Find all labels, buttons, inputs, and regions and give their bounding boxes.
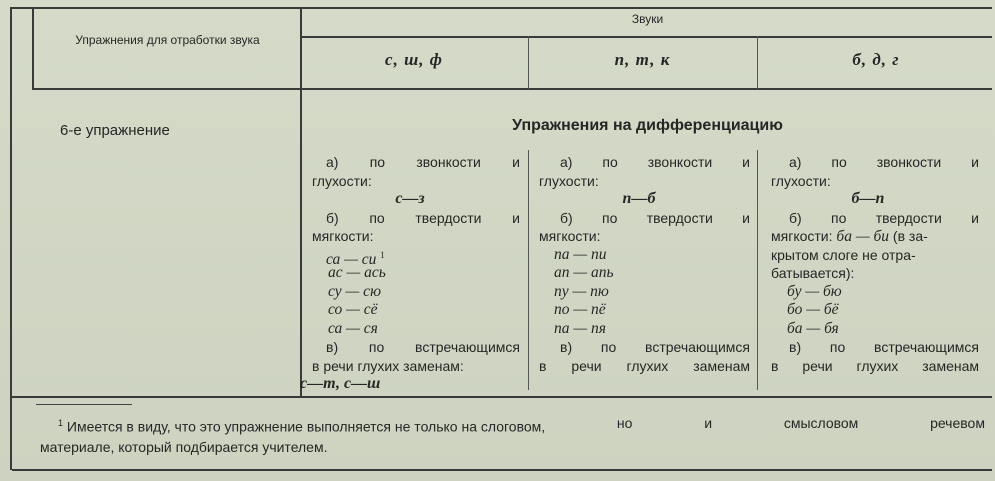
col1-b-line2: мягкости: (312, 228, 374, 244)
col1-a-pair: с—з (395, 190, 425, 207)
col3-a-pair: б—п (851, 190, 885, 207)
col3-a-line1: а) по звонкости и (789, 154, 979, 170)
col1-b-line1: б) по твердости и (326, 209, 520, 226)
col3-b-line4: батывается): (771, 265, 855, 281)
col2-pair-5: па — пя (554, 319, 606, 337)
col3-pair-1: бу — бю (787, 282, 842, 300)
footnote-line-2: материале, который подбирается учителем. (40, 438, 328, 455)
col1-pair-1: са — си $^1$ (326, 249, 385, 268)
col3-pair-2: бо — бё (787, 301, 839, 318)
page-left-border (10, 7, 12, 470)
col2-pair-4: по — пё (554, 301, 606, 318)
footnote-line-1: $^1$ Имеется в виду, что это упражнение выполняется не только на слоговом, но и смысловом речевом (58, 415, 985, 435)
footnote (40, 413, 985, 457)
table-top-border (10, 7, 992, 9)
footnote-marker-1: 1 (380, 249, 385, 260)
col1-pair-3: су — сю (328, 282, 381, 300)
col1-pair-4: со — сё (328, 301, 378, 318)
sounds-header-label: Звуки (631, 12, 664, 26)
col2-c-line2: в речи глухих заменам (539, 357, 750, 374)
col3-b-line2: мягкости: ба — би (в за- (771, 228, 928, 245)
col3-c-line1: в) по встречающимся (789, 339, 979, 355)
col1-c-pair: с—т, с—ш (300, 375, 381, 392)
col2-c-line1: в) по встречающимся (560, 339, 750, 355)
col3-c-line2: в речи глухих заменам (771, 357, 979, 374)
page-bottom-border (12, 469, 992, 471)
sounds-divider (300, 36, 992, 38)
col3-a-line2: глухости: (771, 172, 831, 189)
col3-b-line3: крытом слоге не отра- (771, 246, 916, 263)
col2-a-line2: глухости: (539, 172, 599, 189)
col2-pair-1: па — пи (554, 245, 607, 263)
col1-c-line2: в речи глухих заменам: (312, 357, 464, 374)
sound-column-header-2: п, т, к (614, 50, 671, 69)
sound-column-header-1: с, ш, ф (385, 50, 443, 69)
column-p-t-k (528, 153, 750, 375)
col1-a-line2: глухости: (312, 172, 372, 189)
col3-pair-3: ба — бя (787, 319, 839, 337)
col3-b-line1: б) по твердости и (789, 209, 979, 226)
col1-c-line1: в) по встречающимся (326, 339, 520, 355)
exercise-row-label: 6-е упражнение (60, 122, 170, 139)
header-bottom-border (32, 88, 992, 90)
col2-a-pair: п—б (622, 190, 656, 207)
table-bottom-border (12, 396, 992, 398)
footnote-rule (36, 404, 132, 405)
col2-a-line1: а) по звонкости и (560, 154, 750, 170)
col2-pair-3: пу — пю (554, 282, 609, 300)
table-left-border (32, 7, 34, 89)
col1-pair-2: ас — ась (328, 264, 386, 281)
col2-b-line2: мягкости: (539, 228, 601, 244)
footnote-marker: 1 (58, 418, 64, 428)
sound-column-header-3: б, д, г (852, 50, 900, 69)
column-b-d-g (757, 153, 979, 375)
col1-pair-5: са — ся (328, 319, 378, 337)
col1-a-line1: а) по звонкости и (326, 154, 520, 170)
col2-b-line1: б) по твердости и (560, 209, 750, 226)
exercises-header-label: Упражнения для отработки звука (75, 33, 260, 47)
column-s-sh-f (300, 153, 520, 394)
col2-pair-2: ап — апь (554, 264, 614, 281)
section-title: Упражнения на дифференциацию (512, 117, 783, 134)
